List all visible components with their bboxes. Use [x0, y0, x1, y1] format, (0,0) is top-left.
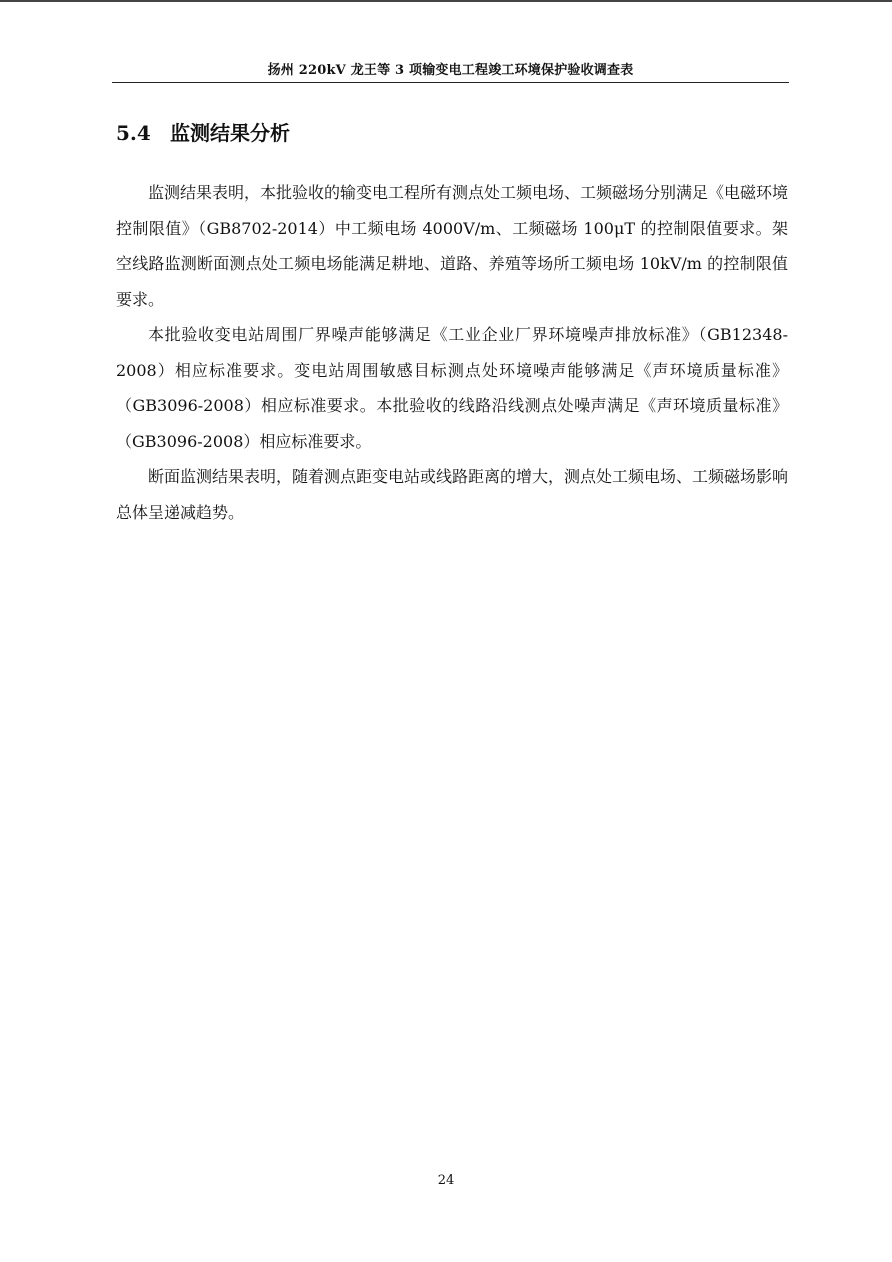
- running-header: 扬州 220kV 龙王等 3 项输变电工程竣工环境保护验收调查表: [267, 63, 634, 78]
- section-title: 监测结果分析: [170, 121, 290, 145]
- paragraph-section-monitoring: 断面监测结果表明，随着测点距变电站或线路距离的增大，测点处工频电场、工频磁场影响总体呈递减趋势。: [116, 467, 789, 522]
- header-rule: [112, 82, 789, 83]
- body-text: [116, 175, 788, 530]
- page-top-border: [0, 0, 892, 2]
- section-heading: [116, 118, 290, 148]
- page-number: 24: [437, 1173, 455, 1188]
- paragraph-noise: 本批验收变电站周围厂界噪声能够满足《工业企业厂界环境噪声排放标准》（GB12348-2008）相应标准要求。变电站周围敏感目标测点处环境噪声能够满足《声环境质量标准》（GB3096-2008）相应标准要求。本批验收的线路沿线测点处噪声满足《声环境质量标准》（GB3096-2008）相应标准要求。: [116, 325, 788, 451]
- paragraph-electromagnetic: 监测结果表明，本批验收的输变电工程所有测点处工频电场、工频磁场分别满足《电磁环境控制限值》（GB8702-2014）中工频电场 4000V/m、工频磁场 100μT 的控制限值要求。架空线路监测断面测点处工频电场能满足耕地、道路、养殖等场所工频电场 10kV/m 的控制限值要求。: [116, 183, 789, 309]
- section-number: 5.4: [116, 121, 151, 145]
